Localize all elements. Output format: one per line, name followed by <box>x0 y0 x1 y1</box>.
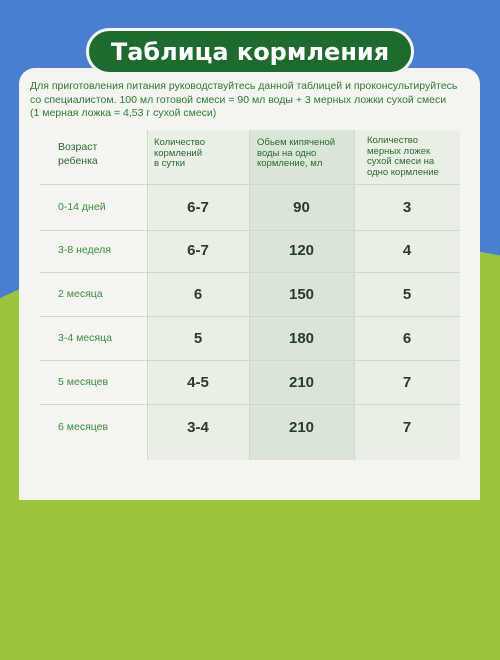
intro-line: (1 мерная ложка = 4,53 г сухой смеси) <box>30 107 217 119</box>
header-age-line: ребенка <box>58 155 98 167</box>
row-water: 210 <box>288 373 315 391</box>
row-spoons: 6 <box>402 329 412 347</box>
row-spoons: 5 <box>402 285 412 303</box>
header-water <box>257 130 353 182</box>
row-age: 2 месяца <box>58 288 103 300</box>
row-spoons: 3 <box>402 198 412 216</box>
row-age: 5 месяцев <box>58 376 109 388</box>
grid-line <box>40 184 460 185</box>
intro-line: Для приготовления питания руководствуйтесь данной таблицей и проконсультируйтесь <box>30 80 458 92</box>
header-spoons-line: сухой смеси на <box>367 156 435 167</box>
row-feedings: 4-5 <box>187 373 209 391</box>
row-water: 210 <box>288 418 315 436</box>
row-feedings: 6 <box>193 285 203 303</box>
header-water-line: кормление, мл <box>257 158 323 169</box>
row-feedings: 3-4 <box>187 418 209 436</box>
row-spoons: 4 <box>402 241 412 259</box>
row-spoons: 7 <box>402 373 412 391</box>
row-feedings: 5 <box>193 329 203 347</box>
header-spoons-line: одно кормление <box>367 166 439 178</box>
row-age: 3-4 месяца <box>58 332 112 344</box>
header-spoons-line: Количество <box>367 135 419 146</box>
intro-line: со специалистом. 100 мл готовой смеси = 90 мл воды + 3 мерных ложки сухой смеси <box>30 93 447 106</box>
row-water: 90 <box>293 198 310 216</box>
row-feedings: 6-7 <box>187 241 209 259</box>
header-water-line: Обьем кипяченой <box>257 137 336 148</box>
row-water: 150 <box>288 285 315 303</box>
intro-text <box>30 80 475 121</box>
row-spoons: 7 <box>402 418 412 436</box>
grid-line <box>40 404 460 405</box>
row-age: 6 месяцев <box>58 421 109 433</box>
header-spoons-line: мерных ложек <box>367 145 431 157</box>
header-water-line: воды на одно <box>257 147 317 159</box>
row-age: 3-8 неделя <box>58 244 111 256</box>
row-age: 0-14 дней <box>58 201 106 213</box>
row-water: 120 <box>288 241 315 259</box>
row-feedings: 6-7 <box>187 198 209 216</box>
header-feedings-line: Количество <box>154 137 206 148</box>
header-spoons <box>367 130 459 182</box>
header-feedings-line: в сутки <box>154 158 186 169</box>
header-feedings <box>154 130 246 182</box>
header-age <box>58 130 144 182</box>
header-age-line: Возраст <box>58 141 98 153</box>
row-water: 180 <box>288 329 315 347</box>
header-feedings-line: кормлений <box>154 147 203 159</box>
page-title: Таблица кормления <box>86 28 414 75</box>
